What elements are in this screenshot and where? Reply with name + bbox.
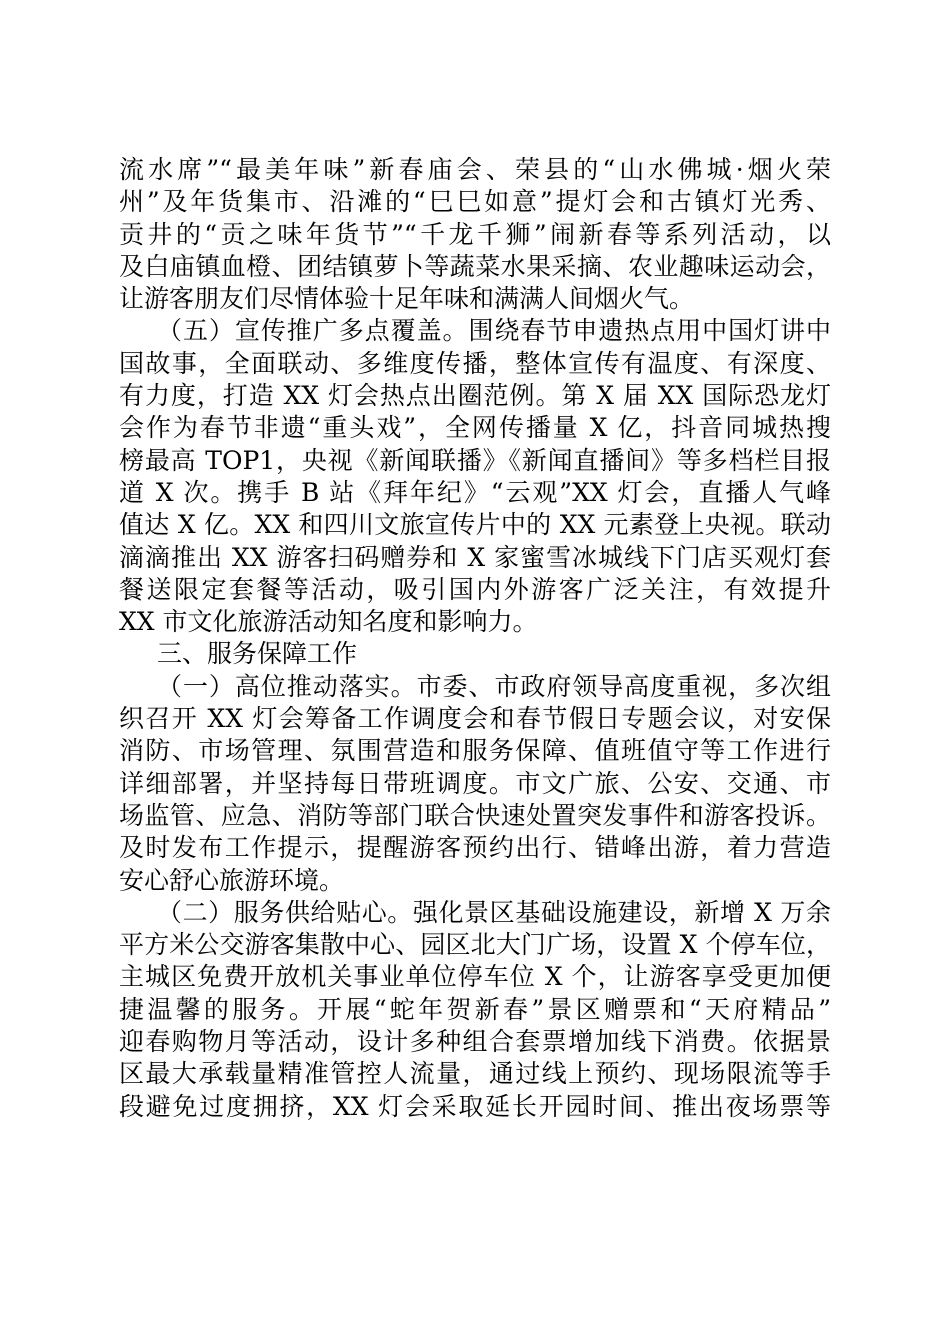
text-line: 会作为春节非遗“重头戏”，全网传播量 X 亿，抖音同城热搜 — [119, 413, 831, 443]
text-line: 场监管、应急、消防等部门联合快速处置突发事件和游客投诉。 — [119, 800, 831, 830]
text-line: 有力度，打造 XX 灯会热点出圈范例。第 X 届 XX 国际恐龙灯 — [119, 381, 831, 411]
chapter-heading: 三、服务保障工作 — [157, 639, 358, 669]
section-heading-line: （一）高位推动落实。市委、市政府领导高度重视，多次组 — [157, 671, 831, 701]
text-line: 安心舒心旅游环境。 — [119, 865, 345, 895]
text-line: 国故事，全面联动、多维度传播，整体宣传有温度、有深度、 — [119, 348, 831, 378]
text-line: 贡井的“贡之味年货节”“千龙千狮”闹新春等系列活动，以 — [119, 219, 831, 249]
text-line: 值达 X 亿。XX 和四川文旅宣传片中的 XX 元素登上央视。联动 — [119, 510, 831, 540]
text-line: 滴滴推出 XX 游客扫码赠券和 X 家蜜雪冰城线下门店买观灯套 — [119, 542, 831, 572]
document-body — [119, 154, 831, 1123]
text-line: 织召开 XX 灯会筹备工作调度会和春节假日专题会议，对安保 — [119, 704, 831, 734]
text-line: 详细部署，并坚持每日带班调度。市文广旅、公安、交通、市 — [119, 768, 831, 798]
text-line: 消防、市场管理、氛围营造和服务保障、值班值守等工作进行 — [119, 736, 831, 766]
text-line: 段避免过度拥挤，XX 灯会采取延长开园时间、推出夜场票等 — [119, 1091, 831, 1121]
text-line: 及时发布工作提示，提醒游客预约出行、错峰出游，着力营造 — [119, 833, 831, 863]
text-line: 平方米公交游客集散中心、园区北大门广场，设置 X 个停车位， — [119, 930, 831, 960]
text-line: 捷温馨的服务。开展“蛇年贺新春”景区赠票和“天府精品” — [119, 994, 831, 1024]
text-line: 流水席”“最美年味”新春庙会、荣县的“山水佛城·烟火荣 — [119, 155, 831, 184]
text-line: 区最大承载量精准管控人流量，通过线上预约、现场限流等手 — [119, 1059, 831, 1089]
text-line: XX 市文化旅游活动知名度和影响力。 — [119, 607, 538, 637]
section-heading-line: （五）宣传推广多点覆盖。围绕春节申遗热点用中国灯讲中 — [157, 316, 831, 346]
text-line: 让游客朋友们尽情体验十足年味和满满人间烟火气。 — [119, 284, 695, 314]
text-line: 道 X 次。携手 B 站《拜年纪》“云观”XX 灯会，直播人气峰 — [119, 477, 831, 507]
text-line: 榜最高 TOP1，央视《新闻联播》《新闻直播间》等多档栏目报 — [119, 445, 831, 475]
text-line: 州”及年货集市、沿滩的“巳巳如意”提灯会和古镇灯光秀、 — [119, 187, 831, 217]
section-heading-line: （二）服务供给贴心。强化景区基础设施建设，新增 X 万余 — [157, 897, 831, 927]
text-line: 主城区免费开放机关事业单位停车位 X 个，让游客享受更加便 — [119, 962, 831, 992]
text-line: 餐送限定套餐等活动，吸引国内外游客广泛关注，有效提升 — [119, 574, 831, 604]
text-line: 及白庙镇血橙、团结镇萝卜等蔬菜水果采摘、农业趣味运动会， — [119, 251, 831, 281]
text-line: 迎春购物月等活动，设计多种组合套票增加线下消费。依据景 — [119, 1027, 831, 1057]
